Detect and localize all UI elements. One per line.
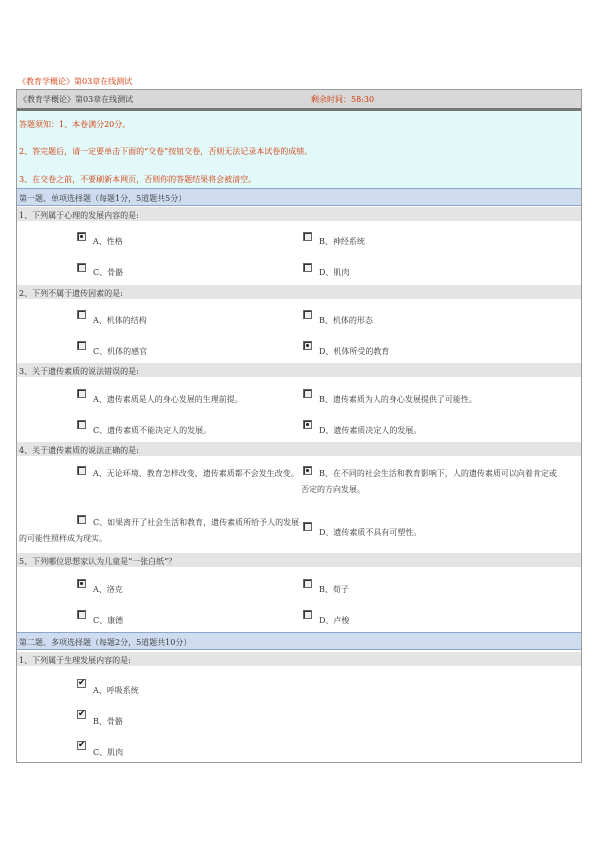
question-text: 3、关于遗传素质的说法错误的是: <box>19 367 139 376</box>
question-text: 4、关于遗传素质的说法正确的是: <box>19 446 139 455</box>
option-label: B、在不同的社会生活和教育影响下，人的遗传素质可以向着肯定或否定的方向发展。 <box>301 469 557 494</box>
option-label: A、遗传素质是人的身心发展的生理前提。 <box>93 395 243 404</box>
option-label: A、性格 <box>93 237 123 246</box>
option-label: B、荀子 <box>319 585 349 594</box>
radio-button[interactable] <box>303 522 312 531</box>
radio-button[interactable] <box>303 579 312 588</box>
option-label: D、肌肉 <box>319 268 350 277</box>
question-header <box>17 553 581 567</box>
checkbox[interactable]: ✔ <box>78 709 86 719</box>
notice-panel <box>17 111 581 199</box>
option-label: A、无论环境、教育怎样改变，遗传素质都不会发生改变。 <box>93 469 299 478</box>
option-label: C、如果离开了社会生活和教育，遗传素质所给予人的发展的可能性照样成为现实。 <box>19 518 300 543</box>
option-label: D、机体所受的教育 <box>319 347 390 356</box>
section-title: 第二题、多项选择题（每题2分，5道题共10分） <box>19 638 192 647</box>
section-title: 第一题、单项选择题（每题1分，5道题共5分） <box>19 194 187 203</box>
question-header <box>17 652 581 666</box>
radio-button[interactable] <box>77 341 86 350</box>
radio-button[interactable] <box>77 310 86 319</box>
checkbox[interactable]: ✔ <box>78 740 86 750</box>
countdown-timer: 剩余时间：58:30 <box>311 95 375 104</box>
exam-frame <box>16 89 582 763</box>
question-header <box>17 442 581 456</box>
radio-button[interactable] <box>303 341 312 350</box>
question-text: 1、下列属于心理的发展内容的是: <box>19 211 139 220</box>
notice-line-3: 3、在交卷之前，不要刷新本网页，否则你的答题结果将会被清空。 <box>19 175 257 184</box>
option-label: A、洛克 <box>93 585 123 594</box>
radio-button[interactable] <box>77 389 86 398</box>
section-multi-choice-header <box>17 632 581 650</box>
option-label: D、遗传素质不具有可塑性。 <box>319 528 422 537</box>
notice-line-1: 答题须知：1、本卷满分20分。 <box>19 120 131 129</box>
option-label: B、遗传素质为人的身心发展提供了可能性。 <box>319 395 477 404</box>
notice-line-2: 2、答完题后，请一定要单击下面的“交卷”按钮交卷，否则无法记录本试卷的成绩。 <box>19 147 313 156</box>
radio-button[interactable] <box>303 232 312 241</box>
page-title-link[interactable]: 《教育学概论》第03章在线测试 <box>18 77 133 86</box>
exam-titlebar <box>17 90 581 111</box>
option-label: B、机体的形态 <box>319 316 373 325</box>
option-label: C、肌肉 <box>93 748 124 757</box>
option-label: C、机体的感官 <box>93 347 148 356</box>
option-label: B、神经系统 <box>319 237 365 246</box>
radio-button[interactable] <box>303 310 312 319</box>
question-text: 1、下列属于生理发展内容的是: <box>19 656 131 665</box>
checkbox[interactable]: ✔ <box>78 678 86 688</box>
question-header <box>17 207 581 221</box>
radio-button[interactable] <box>303 610 312 619</box>
radio-button[interactable] <box>77 610 86 619</box>
radio-button[interactable] <box>303 420 312 429</box>
exam-title: 《教育学概论》第03章在线测试 <box>19 95 134 104</box>
radio-button[interactable] <box>77 420 86 429</box>
option-label: B、骨骼 <box>93 717 123 726</box>
radio-button[interactable] <box>77 579 86 588</box>
radio-button[interactable] <box>303 389 312 398</box>
option-label: A、呼吸系统 <box>93 686 139 695</box>
option-label: C、遗传素质不能决定人的发展。 <box>93 426 212 435</box>
option-label: C、康德 <box>93 616 124 625</box>
option-label: C、骨骼 <box>93 268 124 277</box>
section-single-choice-header <box>17 188 581 206</box>
radio-button[interactable] <box>303 263 312 272</box>
question-text: 2、下列不属于遗传因素的是: <box>19 289 123 298</box>
question-text: 5、下列哪位思想家认为儿童是“一张白纸”？ <box>19 557 177 566</box>
question-header <box>17 285 581 299</box>
question-header <box>17 363 581 377</box>
option-label: A、机体的结构 <box>93 316 147 325</box>
radio-button[interactable] <box>77 263 86 272</box>
radio-button[interactable] <box>77 232 86 241</box>
option-label: D、遗传素质决定人的发展。 <box>319 426 422 435</box>
option-label: D、卢梭 <box>319 616 350 625</box>
